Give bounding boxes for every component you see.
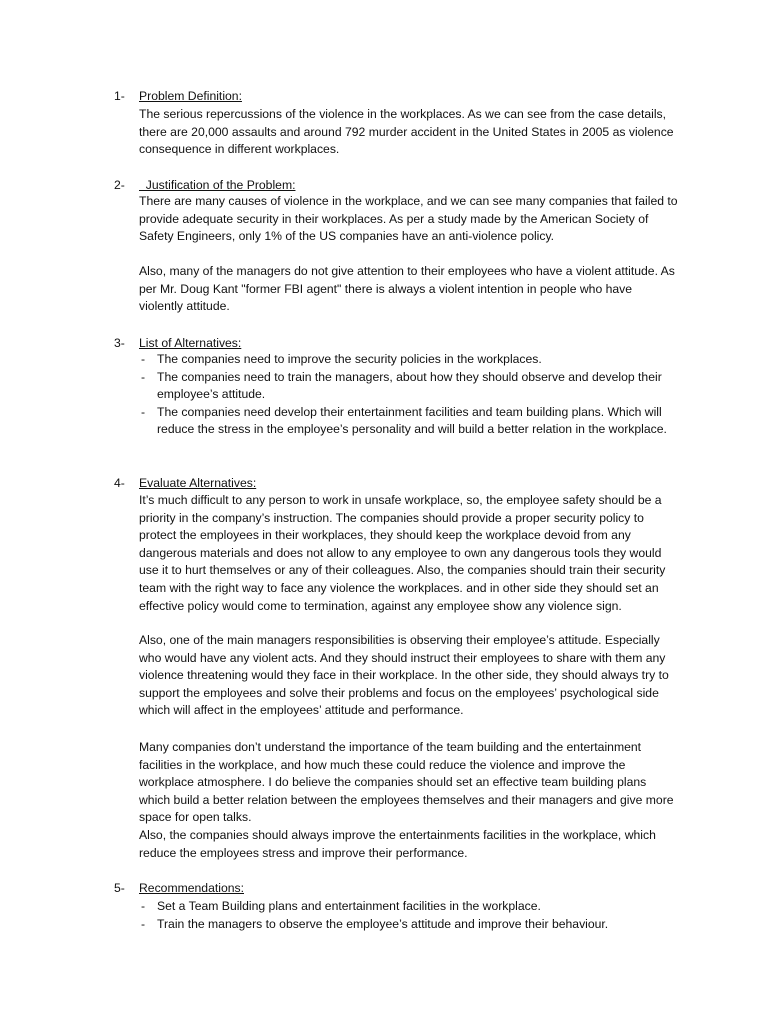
alternatives-list	[139, 351, 679, 439]
section-number: 1-	[114, 89, 125, 103]
section-number: 5-	[114, 881, 125, 895]
section-number: 2-	[114, 178, 125, 192]
paragraph: Also, many of the managers do not give attention to their employees who have a violent attitude. As per Mr. Doug Kant "former FBI agent" there is always a violent intention in people who have violently attitude.	[139, 264, 675, 314]
section-heading: List of Alternatives:	[139, 336, 242, 350]
paragraph: It’s much difficult to any person to work in unsafe workplace, so, the employee safety should be a priority in the company’s instruction. The companies should provide a proper security policy to protect the employees in their workplaces, they should keep the workplace devoid from any dangerous materials and does not allow to any employee to own any dangerous tools they would use it to hurt themselves or any of their colleagues. Also, the companies should train their security team with the right way to face any violence the workplaces. and in other side they should set an effective policy would come to termination, against any employee show any violence sign.	[139, 493, 666, 613]
section-heading: Problem Definition:	[139, 89, 242, 103]
list-item: - Train the managers to observe the employee’s attitude and improve their behaviour.	[139, 916, 679, 934]
section-heading: Justification of the Problem:	[139, 178, 296, 192]
list-item: - The companies need to improve the security policies in the workplaces.	[139, 351, 679, 369]
paragraph: Also, one of the main managers responsibilities is observing their employee’s attitude. Especially who would have any violent acts. And they should instruct their employees to share with them any violence threatening would they face in their workplace. In the other side, they should always try to support the employees and solve their problems and focus on the employees’ psychological side which will affect in the employees’ attitude and performance.	[139, 633, 669, 718]
paragraph: There are many causes of violence in the workplace, and we can see many companies that failed to provide adequate security in their workplaces. As per a study made by the American Society of Safety Engineers, only 1% of the US companies have an anti-violence policy.	[139, 194, 678, 244]
section-heading: Recommendations:	[139, 881, 244, 895]
paragraph: Also, the companies should always improve the entertainments facilities in the workplace, which reduce the employees stress and improve their performance.	[139, 828, 656, 860]
paragraph: The serious repercussions of the violence in the workplaces. As we can see from the case details, there are 20,000 assaults and around 792 murder accident in the United States in 2005 as violence consequence in different workplaces.	[139, 107, 674, 157]
recommendations-list	[139, 898, 679, 933]
list-item: - The companies need develop their entertainment facilities and team building plans. Which will reduce the stress in the employee’s personality and will build a better relation in the workplace.	[139, 404, 679, 439]
section-heading: Evaluate Alternatives:	[139, 476, 257, 490]
paragraph: Many companies don’t understand the importance of the team building and the entertainment facilities in the workplace, and how much these could reduce the violence and improve the workplace atmosphere. I do believe the companies should set an effective team building plans which build a better relation between the employees themselves and their managers and give more space for open talks.	[139, 740, 674, 825]
section-number: 4-	[114, 476, 125, 490]
section-number: 3-	[114, 336, 125, 350]
list-item: - The companies need to train the managers, about how they should observe and develop their employee’s attitude.	[139, 369, 679, 404]
list-item: - Set a Team Building plans and entertainment facilities in the workplace.	[139, 898, 679, 916]
